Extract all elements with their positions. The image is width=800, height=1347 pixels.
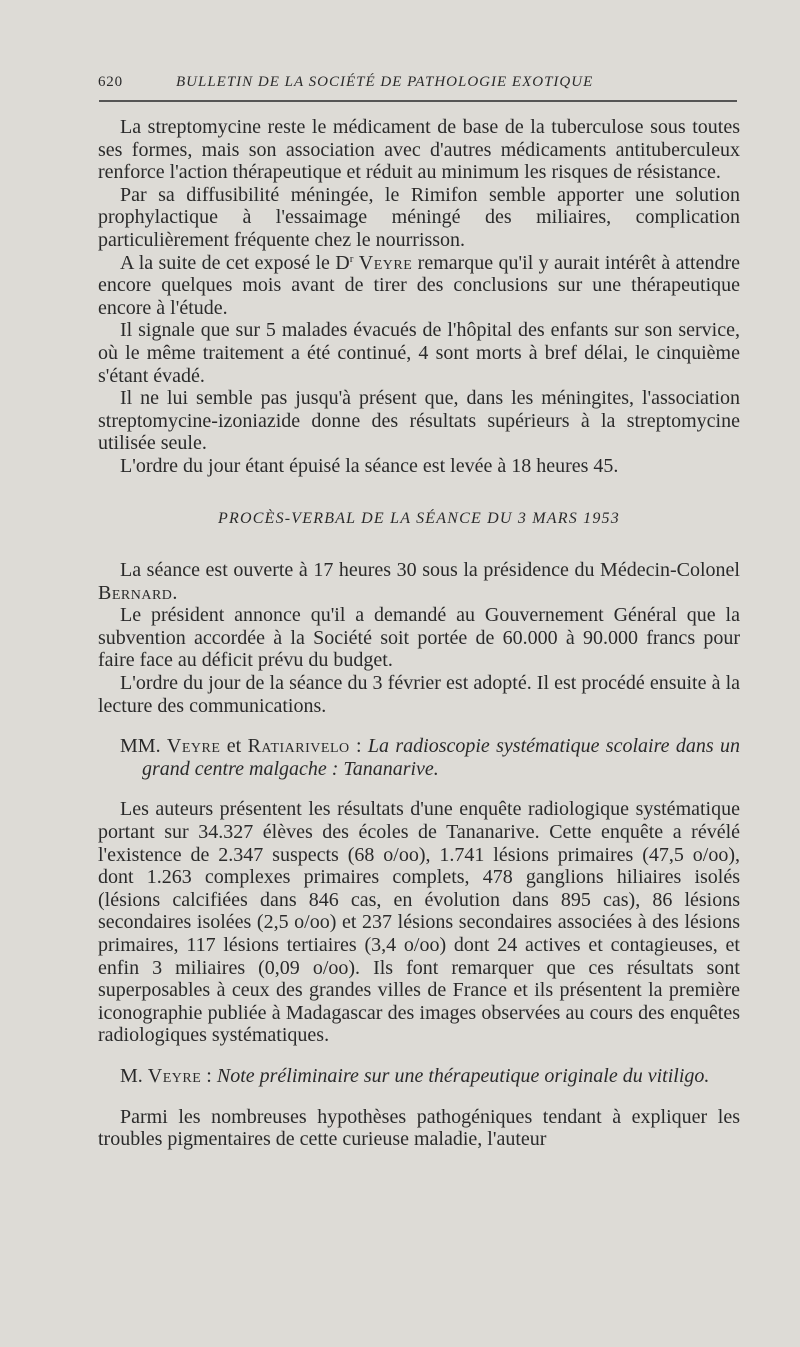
paragraph: Par sa diffusibilité méningée, le Rimifon semble apporter une solution prophylactique à l'essaimage méningé des miliaires, complication particulièrement fréquente chez le nourrisson. <box>98 183 740 251</box>
author-name: Veyre <box>166 735 221 758</box>
separator: : <box>201 1064 217 1087</box>
paragraph: Les auteurs présentent les résultats d'une enquête radiologique systématique portant sur 34.327 élèves des écoles de Tananarive. Cette enquête a révélé l'existence de 2.347 suspects (68 o/oo), 1.741 lésions primaires (47,5 o/oo), dont 1.263 complexes primaires complets, 478 ganglions hiliaires isolés (lésions calcifiées dans 846 cas, en évolution dans 895 cas), 86 lésions secondaires isolées (2,5 o/oo) et 237 lésions secondaires associées à des lésions primaires, 117 lésions tertiaires (3,4 o/oo) dont 24 actives et contagieuses, et enfin 3 miliaires (0,09 o/oo). Ils font remarquer que ces résultats sont superposables à ceux des grandes villes de France et ils présentent la première iconographie publiée à Madagascar des images observées au cours des enquêtes radiologiques systématiques. <box>98 798 740 1047</box>
communication-heading <box>120 1065 740 1088</box>
author-name: Ratiarivelo <box>247 735 350 758</box>
paragraph: Le président annonce qu'il a demandé au Gouvernement Général que la subvention accordée à la Société soit portée de 60.000 à 90.000 francs pour faire face au déficit prévu du budget. <box>98 604 740 672</box>
author-name: Veyre <box>147 1064 202 1087</box>
page-number: 620 <box>98 74 123 90</box>
running-title: BULLETIN DE LA SOCIÉTÉ DE PATHOLOGIE EXOTIQUE <box>176 74 594 90</box>
remark-text: A la suite de cet exposé le D <box>120 251 350 274</box>
paragraph <box>98 559 740 604</box>
author-name: Veyre <box>358 251 413 274</box>
president-name: Bernard <box>98 581 173 604</box>
opening-text: La séance est ouverte à 17 heures 30 sous la présidence du Médecin-Colonel <box>120 559 740 582</box>
connector: et <box>220 735 248 758</box>
paragraph: L'ordre du jour étant épuisé la séance est levée à 18 heures 45. <box>120 454 619 477</box>
comm-prefix: MM. <box>120 735 167 758</box>
remark-text: remarque qu'il y aurait intérêt à attendre encore quelques mois avant de tirer des conclusions sur une thérapeutique encore à l'étude. <box>98 251 741 319</box>
body-text <box>98 116 740 1151</box>
paragraph: L'ordre du jour de la séance du 3 février est adopté. Il est procédé ensuite à la lecture des communications. <box>98 672 740 717</box>
page-header <box>98 70 738 96</box>
superscript: r <box>349 252 354 265</box>
comm-prefix: M. <box>120 1064 148 1087</box>
paragraph: Il signale que sur 5 malades évacués de l'hôpital des enfants sur son service, où le même traitement a été continué, 4 sont morts à bref délai, le cinquième s'étant évadé. <box>98 319 740 387</box>
paragraph: Parmi les nombreuses hypothèses pathogéniques tendant à expliquer les troubles pigmentaires de cette curieuse maladie, l'auteur <box>98 1105 740 1151</box>
opening-text: . <box>172 581 178 604</box>
communication-title: Note préliminaire sur une thérapeutique originale du vitiligo. <box>216 1064 710 1087</box>
paragraph: Il ne lui semble pas jusqu'à présent que, dans les méningites, l'association streptomycine-izoniazide donne des résultats supérieurs à la streptomycine utilisée seule. <box>98 387 740 455</box>
communication-title: La radioscopie systématique scolaire dans un grand centre malgache : Tananarive. <box>142 735 740 780</box>
header-rule <box>99 100 737 102</box>
paragraph <box>98 252 740 320</box>
separator: : <box>349 735 368 758</box>
communication-heading <box>120 735 740 780</box>
section-title: PROCÈS-VERBAL DE LA SÉANCE DU 3 MARS 1953 <box>218 509 620 527</box>
paragraph: La streptomycine reste le médicament de base de la tuberculose sous toutes ses formes, mais son association avec d'autres médicaments antituberculeux renforce l'action thérapeutique et réduit au minimum les risques de résistance. <box>98 116 740 184</box>
